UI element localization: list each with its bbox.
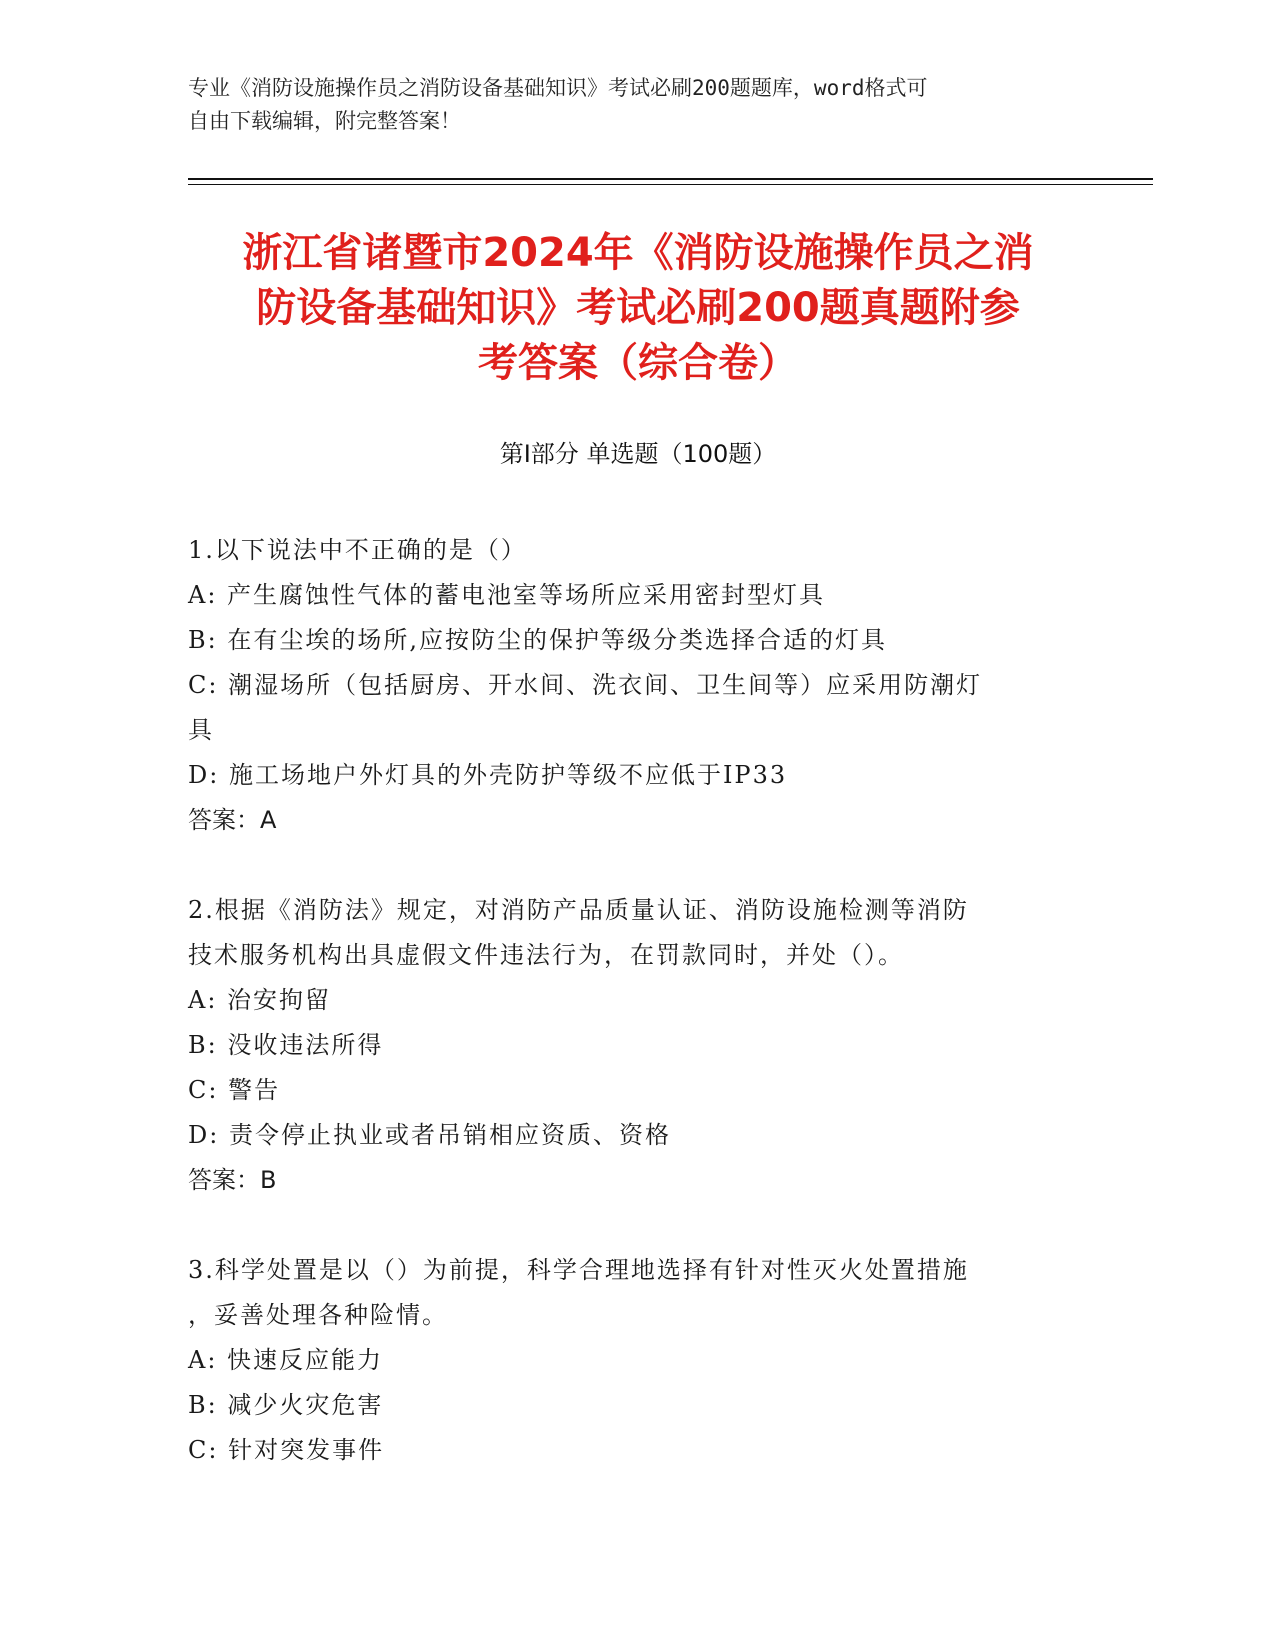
option-a: A: 快速反应能力 — [188, 1346, 384, 1374]
question-list — [188, 528, 1068, 1518]
option-b: B: 在有尘埃的场所,应按防尘的保护等级分类选择合适的灯具 — [188, 626, 887, 654]
question-3 — [188, 1248, 1068, 1473]
section-title: 第I部分 单选题（100题） — [499, 440, 777, 468]
option-a: A: 产生腐蚀性气体的蓄电池室等场所应采用密封型灯具 — [188, 581, 826, 609]
option-d: D: 施工场地户外灯具的外壳防护等级不应低于IP33 — [188, 761, 788, 789]
option-a: A: 治安拘留 — [188, 986, 332, 1014]
option-c: C: 警告 — [188, 1076, 281, 1104]
header-note — [188, 72, 1088, 138]
answer: 答案：A — [188, 806, 277, 834]
question-1 — [188, 528, 1068, 843]
title-line-2: 防设备基础知识》考试必刷200题真题附参 — [256, 285, 1020, 331]
option-c: C: 针对突发事件 — [188, 1436, 385, 1464]
title-line-1: 浙江省诸暨市2024年《消防设施操作员之消 — [242, 230, 1034, 276]
question-stem: 3.科学处置是以（）为前提，科学合理地选择有针对性灭火处置措施 — [188, 1256, 969, 1284]
option-c: C: 潮湿场所（包括厨房、开水间、洗衣间、卫生间等）应采用防潮灯 — [188, 671, 983, 699]
header-divider-thin — [188, 184, 1153, 185]
option-c-continued: 具 — [188, 716, 214, 744]
header-note-line-1: 专业《消防设施操作员之消防设备基础知识》考试必刷200题题库，word格式可 — [188, 76, 928, 100]
question-stem: 2.根据《消防法》规定，对消防产品质量认证、消防设施检测等消防 — [188, 896, 969, 924]
title-line-3: 考答案（综合卷） — [478, 340, 798, 386]
option-b: B: 没收违法所得 — [188, 1031, 384, 1059]
document-title — [188, 226, 1088, 391]
option-b: B: 减少火灾危害 — [188, 1391, 384, 1419]
question-stem-continued: ，妥善处理各种险情。 — [188, 1301, 448, 1329]
question-stem-continued: 技术服务机构出具虚假文件违法行为，在罚款同时，并处（）。 — [188, 941, 904, 969]
header-divider-thick — [188, 178, 1153, 180]
option-d: D: 责令停止执业或者吊销相应资质、资格 — [188, 1121, 671, 1149]
question-2 — [188, 888, 1068, 1203]
header-note-line-2: 自由下载编辑，附完整答案！ — [188, 109, 461, 133]
answer: 答案：B — [188, 1166, 277, 1194]
question-stem: 1.以下说法中不正确的是（） — [188, 536, 527, 564]
